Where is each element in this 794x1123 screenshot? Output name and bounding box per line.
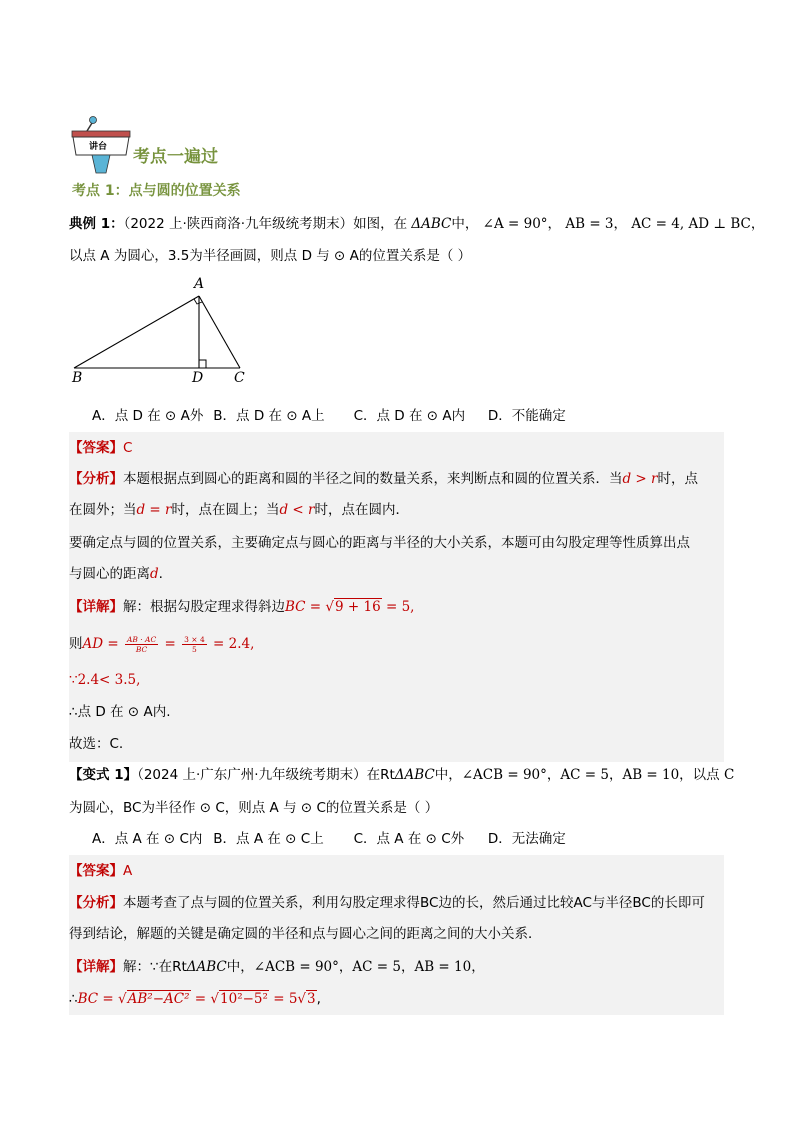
angle-a: ∠A = 90°， — [482, 216, 562, 232]
sqrt-3: 3 — [307, 991, 316, 1007]
label-d: D — [192, 370, 204, 386]
triangle-abc: ΔABC — [411, 216, 452, 232]
variant-answer-label: 【答案】 — [69, 863, 123, 879]
bc-result: = 5, — [381, 599, 415, 615]
variant-option-a: A．点 A 在 ⊙ C内 — [92, 831, 203, 847]
detail-text-ze: 则 — [69, 636, 83, 652]
option-c: C．点 D 在 ⊙ A内 — [353, 408, 466, 424]
sqrt-9-16: 9 + 16 — [335, 599, 381, 615]
variant1-options — [92, 827, 566, 851]
answer-value: C — [123, 440, 133, 456]
ad-result: = 2.4, — [213, 636, 255, 652]
variant-analysis-text-1: 本题考查了点与圆的位置关系，利用勾股定理求得BC边的长，然后通过比较AC与半径BC的长即可 — [123, 895, 705, 911]
example1-options — [92, 404, 566, 428]
variant1-text-2: 中，∠ACB = 90°，AC = 5，AB = 10，以点 C — [434, 767, 735, 783]
example1-detail-line2: 则AD = $\frac{AB \cdot AC}{BC}$ = $\frac{3 \times 4}{5}$ = 2.4, — [69, 634, 255, 654]
variant1-answer — [69, 859, 132, 883]
variant-detail-text-2: 中，∠ACB = 90°，AC = 5，AB = 10， — [226, 959, 485, 975]
lectern-icon — [70, 115, 132, 175]
variant1-line2: 为圆心，BC为半径作 ⊙ C，则点 A 与 ⊙ C的位置关系是（ ） — [69, 800, 439, 816]
example1-analysis-line1 — [69, 467, 698, 491]
variant-bc-eq: BC = — [77, 991, 118, 1007]
variant-detail-label: 【详解】 — [69, 959, 123, 975]
ad-perp-bc: AD ⊥ BC， — [688, 216, 765, 232]
variant-detail-triangle: ΔABC — [186, 959, 227, 975]
text-zhong: 中， — [451, 216, 479, 232]
label-c: C — [234, 370, 245, 386]
example1-label: 典例 1： — [69, 216, 124, 232]
frac-3x4-5 — [182, 635, 207, 654]
example1-detail-line1: 【详解】解：根据勾股定理求得斜边BC = √9 + 16 = 5, — [69, 599, 415, 615]
variant1-text-1: （2024 上·广东广州·九年级统考期末）在Rt — [137, 767, 395, 783]
variant-option-d: D．无法确定 — [487, 831, 566, 847]
variant1-label: 【变式 1】 — [69, 767, 138, 783]
example1-detail-line3: ∵2.4< 3.5, — [69, 672, 141, 688]
variant1-analysis-line1 — [69, 891, 705, 915]
variant-analysis-label: 【分析】 — [69, 895, 123, 911]
example1-analysis-line3: 要确定点与圆的位置关系，主要确定点与圆心的距离与半径的大小关系，本题可由勾股定理等性质算出点 — [69, 535, 690, 551]
analysis-text-6: 与圆心的距离 — [69, 566, 150, 582]
answer-label: 【答案】 — [69, 440, 123, 456]
variant1-triangle: ΔABC — [394, 767, 435, 783]
ineq-d-lt-r: d < r — [279, 502, 315, 518]
example1-analysis-line4: 与圆心的距离d. — [69, 566, 163, 582]
eq-d-r: d = r — [136, 502, 172, 518]
sqrt-10-5: 10²−5² — [220, 991, 268, 1007]
label-a: A — [194, 276, 205, 292]
variant-eq-sign: = — [190, 991, 211, 1007]
variant1-detail-line2: ∴BC = √AB²−AC² = √10²−5² = 5√3, — [69, 991, 321, 1007]
variant1-detail-line1 — [69, 955, 485, 979]
triangle-figure — [68, 276, 253, 391]
analysis-label: 【分析】 — [69, 471, 123, 487]
frac-ab-ac-bc — [125, 635, 158, 654]
analysis-text-3: 在圆外；当 — [69, 502, 137, 518]
analysis-text-4: 时，点在圆上；当 — [171, 502, 280, 518]
frac2-den: 5 — [192, 644, 197, 654]
variant-option-c: C．点 A 在 ⊙ C外 — [353, 831, 465, 847]
variant-option-b: B．点 A 在 ⊙ C上 — [213, 831, 324, 847]
example1-detail-line4: ∴点 D 在 ⊙ A内. — [69, 704, 171, 720]
ab-value: AB = 3， — [565, 216, 628, 232]
example1-analysis-line2 — [69, 498, 409, 522]
section-title: 考点一遍过 — [133, 147, 218, 167]
label-b: B — [72, 370, 83, 386]
example1-source: （2022 上·陕西商洛·九年级统考期末）如图，在 — [123, 216, 408, 232]
example1-detail-line5: 故选：C. — [69, 736, 124, 752]
variant1-analysis-line2: 得到结论，解题的关键是确定圆的半径和点与圆心之间的距离之间的大小关系． — [69, 926, 542, 942]
analysis-text-2: 时，点 — [657, 471, 698, 487]
frac1-num: AB · AC — [126, 634, 157, 644]
detail-text-1: 解：根据勾股定理求得斜边 — [123, 599, 285, 615]
bc-eq: BC = — [285, 599, 326, 615]
variant-detail-text-1: 解：∵在Rt — [123, 959, 187, 975]
detail-label: 【详解】 — [69, 599, 123, 615]
sqrt-ab2-ac2: AB²−AC² — [127, 991, 190, 1007]
variant1-line1 — [69, 763, 734, 787]
variant-answer-value: A — [123, 863, 133, 879]
option-b: B．点 D 在 ⊙ A上 — [213, 408, 325, 424]
ac-value: AC = 4, — [631, 216, 685, 232]
analysis-text-1: 本题根据点到圆心的距离和圆的半径之间的数量关系，来判断点和圆的位置关系．当 — [123, 471, 623, 487]
variant-result: = 5 — [268, 991, 298, 1007]
option-a: A．点 D 在 ⊙ A外 — [92, 408, 204, 424]
frac1-den: BC — [135, 644, 148, 654]
analysis-text-5: 时，点在圆内． — [314, 502, 409, 518]
example1-answer — [69, 436, 132, 460]
example1-line1 — [69, 212, 764, 236]
frac2-num: 3 × 4 — [184, 634, 205, 644]
lectern-badge-text: 讲台 — [89, 142, 108, 152]
topic-title: 考点 1：点与圆的位置关系 — [72, 183, 241, 199]
option-d: D．不能确定 — [487, 408, 566, 424]
ad-eq: AD = — [82, 636, 123, 652]
variant-therefore: ∴ — [69, 991, 78, 1007]
var-d: d — [150, 566, 159, 582]
variant-comma: , — [316, 991, 321, 1007]
example1-line2: 以点 A 为圆心，3.5为半径画圆，则点 D 与 ⊙ A的位置关系是（ ） — [69, 248, 472, 264]
ineq-d-gt-r: d > r — [622, 471, 658, 487]
